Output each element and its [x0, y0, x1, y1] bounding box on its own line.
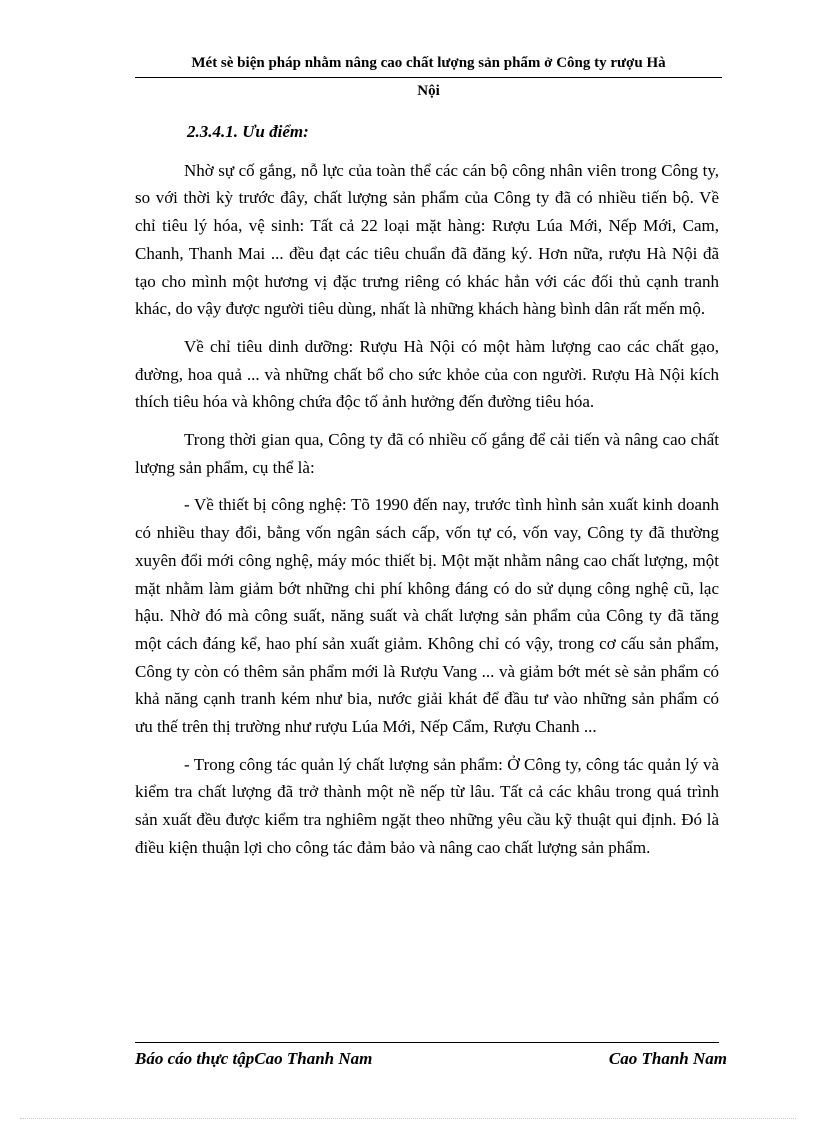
footer-right-text: Cao Thanh Nam: [608, 1049, 727, 1068]
page-header: [135, 50, 722, 105]
page-bottom-dotted-edge: [20, 1118, 796, 1119]
header-title-line-1: Mét sè biện pháp nhằm nâng cao chất lượng sản phẩm ở Công ty rượu Hà: [135, 50, 722, 78]
paragraph-2: Về chỉ tiêu dinh dưỡng: Rượu Hà Nội có một hàm lượng cao các chất gạo, đường, hoa quả ... và những chất bổ cho sức khỏe của con người. Rượu Hà Nội kích thích tiêu hóa và không chứa độc tố ảnh hưởng đến đường tiêu hóa.: [135, 336, 719, 412]
paragraph-3: Trong thời gian qua, Công ty đã có nhiều cố gắng để cải tiến và nâng cao chất lượng sản phẩm, cụ thể là:: [135, 430, 719, 477]
footer-left-text: Báo cáo thực tậpCao Thanh Nam: [135, 1049, 373, 1068]
footer-divider: [135, 1042, 719, 1043]
paragraph-5: - Trong công tác quản lý chất lượng sản phẩm: Ở Công ty, công tác quản lý và kiểm tra chất lượng đã trở thành một nề nếp từ lâu. Tất cả các khâu trong quá trình sản xuất đều được kiểm tra nghiêm ngặt theo những yêu cầu kỹ thuật qui định. Đó là điều kiện thuận lợi cho công tác đảm bảo và nâng cao chất lượng sản phẩm.: [135, 754, 719, 857]
section-title: 2.3.4.1. Ưu điểm:: [187, 122, 309, 141]
header-title-line-2: Nội: [417, 83, 440, 99]
paragraph-1: Nhờ sự cố gắng, nỗ lực của toàn thể các cán bộ công nhân viên trong Công ty, so với thời kỳ trước đây, chất lượng sản phẩm của Công ty đã có nhiều tiến bộ. Về chỉ tiêu lý hóa, vệ sinh: Tất cả 22 loại mặt hàng: Rượu Lúa Mới, Nếp Mới, Cam, Chanh, Thanh Mai ... đều đạt các tiêu chuẩn đã đăng ký. Hơn nữa, rượu Hà Nội đã tạo cho mình một hương vị đặc trưng riêng có khác hẳn với các đối thủ cạnh tranh khác, do vậy được người tiêu dùng, nhất là những khách hàng bình dân rất mến mộ.: [135, 160, 719, 319]
page-footer: [135, 1047, 727, 1071]
document-body: [135, 118, 719, 872]
paragraph-4: - Về thiết bị công nghệ: Tõ 1990 đến nay, trước tình hình sản xuất kinh doanh có nhiều thay đổi, bằng vốn ngân sách cấp, vốn tự có, vốn vay, Công ty đã thường xuyên đổi mới công nghệ, máy móc thiết bị. Một mặt nhằm nâng cao chất lượng, một mặt nhằm làm giảm bớt những chi phí không đáng có do sử dụng công nghệ cũ, lạc hậu. Nhờ đó mà công suất, năng suất và chất lượng sản phẩm của Công ty đã tăng một cách đáng kể, hao phí sản xuất giảm. Không chỉ có vậy, trong cơ cấu sản phẩm, Công ty còn có thêm sản phẩm mới là Rượu Vang ... và giảm bớt mét sè sản phẩm có khả năng cạnh tranh kém như bia, nước giải khát để đầu tư vào những sản phẩm có ưu thế trên thị trường như rượu Lúa Mới, Nếp Cẩm, Rượu Chanh ...: [135, 495, 719, 737]
